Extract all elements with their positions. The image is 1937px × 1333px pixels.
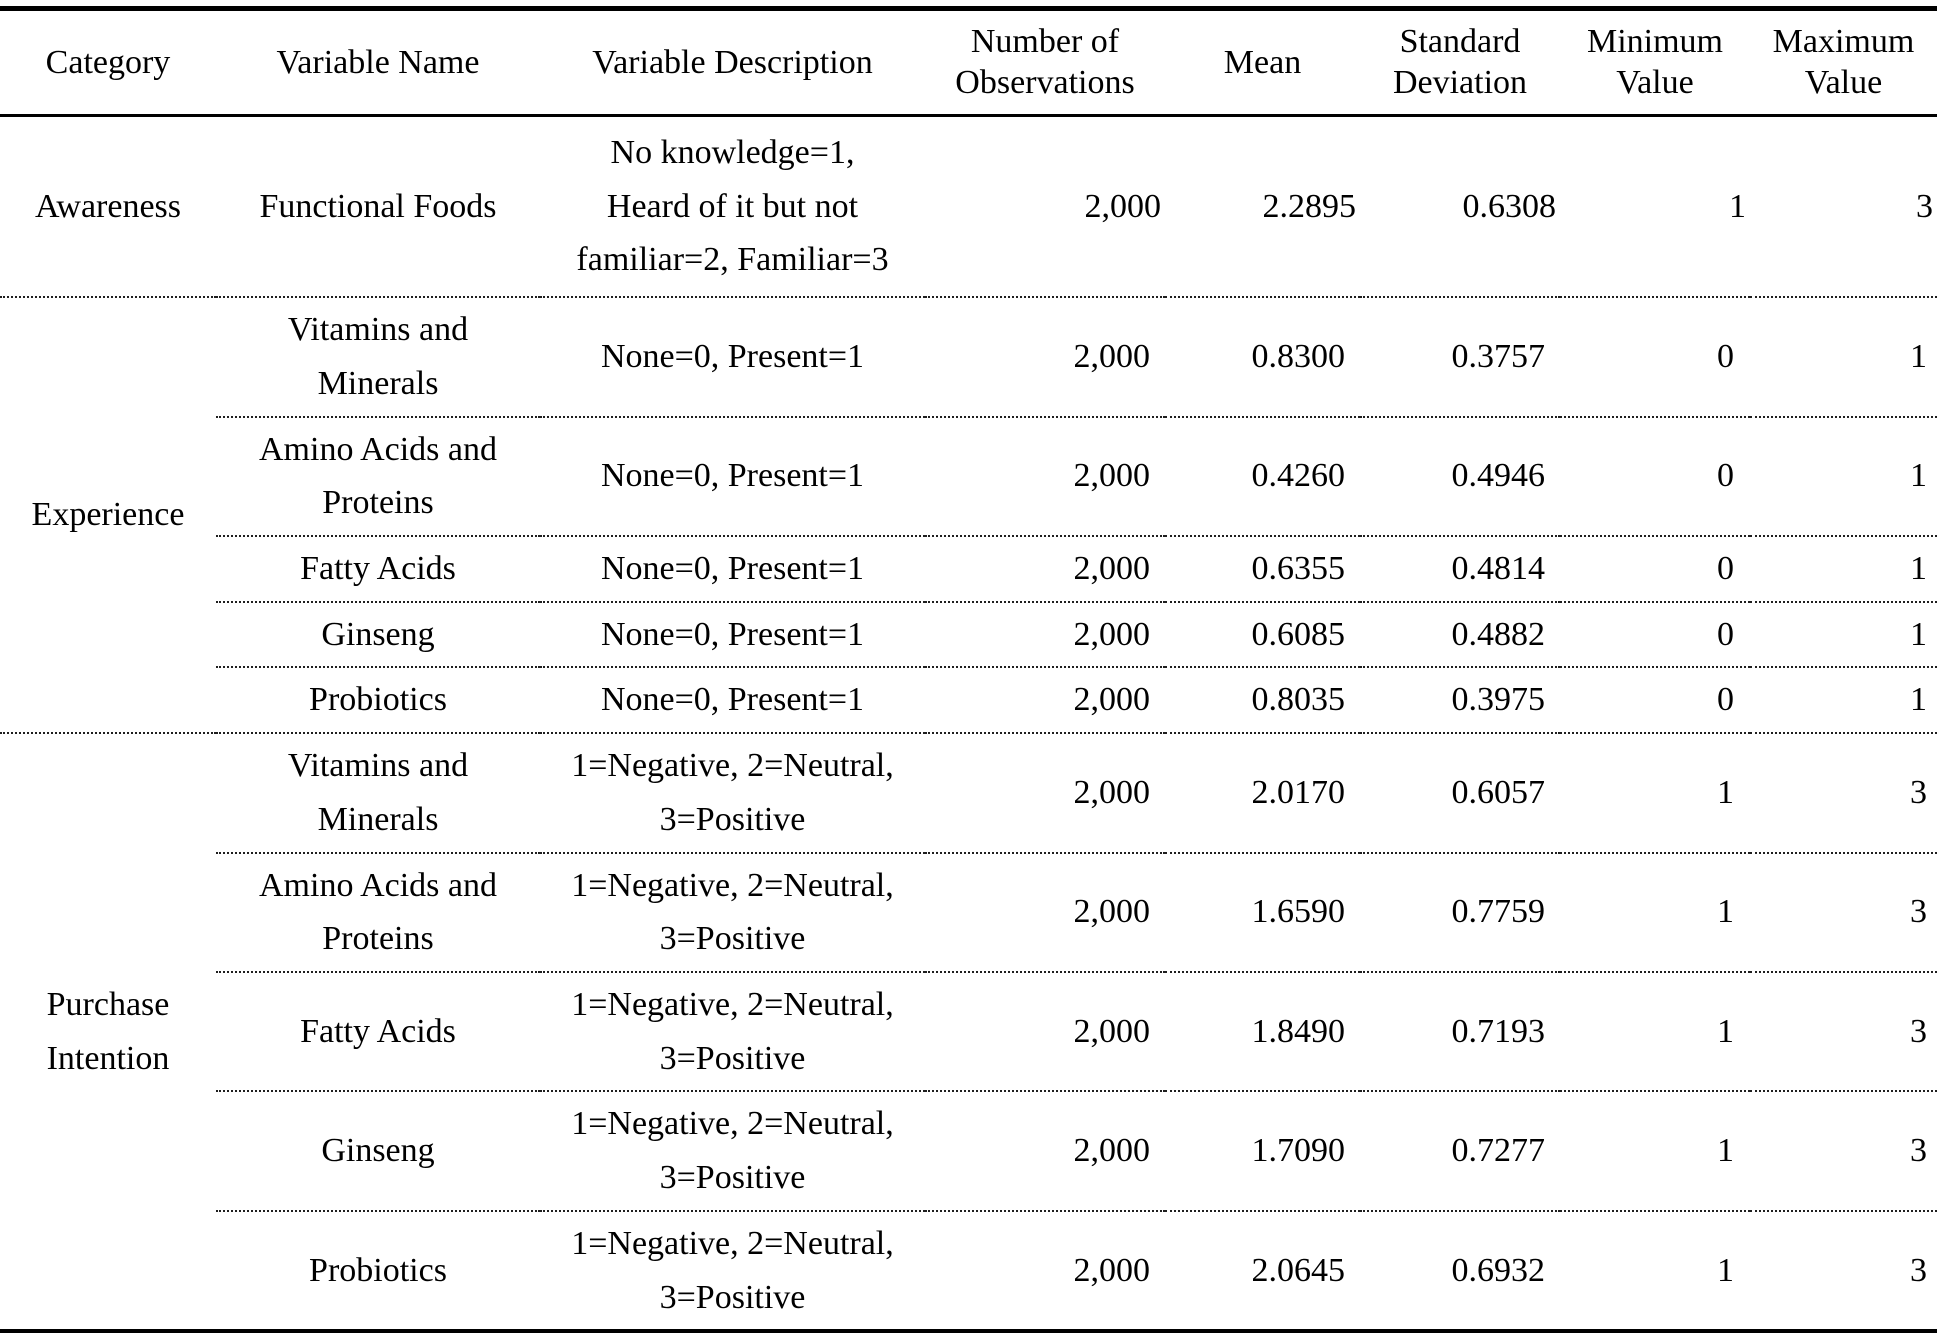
observations-cell: 2,000 xyxy=(925,417,1165,536)
std-dev-cell: 0.4946 xyxy=(1360,417,1560,536)
std-dev-cell: 0.4882 xyxy=(1360,602,1560,668)
std-dev-cell: 0.7193 xyxy=(1360,972,1560,1091)
mean-cell: 0.8300 xyxy=(1165,297,1360,416)
std-dev-cell: 0.3757 xyxy=(1360,297,1560,416)
col-header-minimum-value: Minimum Value xyxy=(1560,9,1750,116)
max-value-cell: 1 xyxy=(1750,536,1937,602)
min-value-cell: 0 xyxy=(1560,602,1750,668)
table-row-purchase-intention-fatty-acids xyxy=(0,972,1937,1091)
header-row xyxy=(0,9,1937,116)
min-value-cell: 0 xyxy=(1560,417,1750,536)
observations-cell: 2,000 xyxy=(925,1091,1165,1210)
variable-name-cell: Probiotics xyxy=(216,1211,540,1331)
max-value-cell: 3 xyxy=(1750,1211,1937,1331)
mean-cell: 2.0645 xyxy=(1165,1211,1360,1331)
min-value-cell: 1 xyxy=(1729,187,1746,225)
mean-cell: 1.7090 xyxy=(1165,1091,1360,1210)
table-row-purchase-intention-amino-acids-proteins xyxy=(0,853,1937,972)
table-row-experience-amino-acids-proteins xyxy=(0,417,1937,536)
max-value-cell: 3 xyxy=(1750,972,1937,1091)
col-header-category: Category xyxy=(0,9,216,116)
max-value-cell: 3 xyxy=(1750,1091,1937,1210)
std-dev-cell: 0.6308 xyxy=(1462,187,1556,225)
variable-name-cell: Fatty Acids xyxy=(216,536,540,602)
max-value-cell: 3 xyxy=(1916,187,1933,225)
category-cell: Experience xyxy=(0,297,216,733)
variable-description-cell: None=0, Present=1 xyxy=(540,417,925,536)
min-value-cell: 0 xyxy=(1560,297,1750,416)
variable-description-cell: None=0, Present=1 xyxy=(540,297,925,416)
variable-name-cell: Vitamins and Minerals xyxy=(216,733,540,852)
std-dev-cell: 0.7759 xyxy=(1360,853,1560,972)
col-header-maximum-value: Maximum Value xyxy=(1750,9,1937,116)
variable-description-cell: None=0, Present=1 xyxy=(540,667,925,733)
observations-cell: 2,000 xyxy=(925,853,1165,972)
mean-cell: 2.0170 xyxy=(1165,733,1360,852)
col-header-variable-name: Variable Name xyxy=(216,9,540,116)
col-header-mean: Mean xyxy=(1165,9,1360,116)
variable-name-cell: Vitamins and Minerals xyxy=(216,297,540,416)
max-value-cell: 1 xyxy=(1750,417,1937,536)
min-value-cell: 1 xyxy=(1560,733,1750,852)
max-value-cell: 3 xyxy=(1750,733,1937,852)
max-value-cell: 1 xyxy=(1750,667,1937,733)
variable-description-cell: 1=Negative, 2=Neutral, 3=Positive xyxy=(540,1211,925,1331)
table-row-experience-probiotics xyxy=(0,667,1937,733)
observations-cell: 2,000 xyxy=(925,1211,1165,1331)
min-value-cell: 0 xyxy=(1560,536,1750,602)
min-value-cell: 1 xyxy=(1560,1211,1750,1331)
observations-cell: 2,000 xyxy=(925,667,1165,733)
table-row-experience-vitamins-minerals xyxy=(0,297,1937,416)
table-row-purchase-intention-ginseng xyxy=(0,1091,1937,1210)
variable-name-cell: Amino Acids and Proteins xyxy=(216,853,540,972)
min-value-cell: 0 xyxy=(1560,667,1750,733)
variable-name-cell: Ginseng xyxy=(216,602,540,668)
variable-description-cell: None=0, Present=1 xyxy=(540,602,925,668)
mean-cell: 2.2895 xyxy=(1262,187,1356,225)
mean-cell: 0.6355 xyxy=(1165,536,1360,602)
max-value-cell: 3 xyxy=(1750,853,1937,972)
max-value-cell: 1 xyxy=(1750,602,1937,668)
variable-name-cell: Ginseng xyxy=(216,1091,540,1210)
observations-cell: 2,000 xyxy=(925,297,1165,416)
std-dev-cell: 0.7277 xyxy=(1360,1091,1560,1210)
table-row-purchase-intention-vitamins-minerals xyxy=(0,733,1937,852)
table-row-purchase-intention-probiotics xyxy=(0,1211,1937,1331)
observations-cell: 2,000 xyxy=(925,972,1165,1091)
col-header-standard-deviation: Standard Deviation xyxy=(1360,9,1560,116)
min-value-cell: 1 xyxy=(1560,1091,1750,1210)
variable-name-cell: Functional Foods xyxy=(259,187,497,225)
std-dev-cell: 0.6932 xyxy=(1360,1211,1560,1331)
category-cell: Awareness xyxy=(34,187,182,225)
std-dev-cell: 0.3975 xyxy=(1360,667,1560,733)
table-row-experience-ginseng xyxy=(0,602,1937,668)
mean-cell: 1.6590 xyxy=(1165,853,1360,972)
category-cell: Purchase Intention xyxy=(0,733,216,1331)
variable-description-cell: 1=Negative, 2=Neutral, 3=Positive xyxy=(540,972,925,1091)
variable-description-cell: No knowledge=1, Heard of it but not familiar=2, Familiar=3 xyxy=(576,133,889,279)
min-value-cell: 1 xyxy=(1560,972,1750,1091)
variable-name-cell: Amino Acids and Proteins xyxy=(216,417,540,536)
observations-cell: 2,000 xyxy=(1084,187,1161,225)
mean-cell: 0.6085 xyxy=(1165,602,1360,668)
table-row-experience-fatty-acids xyxy=(0,536,1937,602)
col-header-variable-description: Variable Description xyxy=(540,9,925,116)
std-dev-cell: 0.6057 xyxy=(1360,733,1560,852)
descriptive-statistics-table xyxy=(0,6,1937,1333)
table-row-awareness-functional-foods xyxy=(0,115,1937,297)
mean-cell: 0.8035 xyxy=(1165,667,1360,733)
max-value-cell: 1 xyxy=(1750,297,1937,416)
variable-description-cell: 1=Negative, 2=Neutral, 3=Positive xyxy=(540,1091,925,1210)
min-value-cell: 1 xyxy=(1560,853,1750,972)
variable-name-cell: Fatty Acids xyxy=(216,972,540,1091)
col-header-number-of-observations: Number of Observations xyxy=(925,9,1165,116)
observations-cell: 2,000 xyxy=(925,602,1165,668)
mean-cell: 1.8490 xyxy=(1165,972,1360,1091)
observations-cell: 2,000 xyxy=(925,536,1165,602)
variable-description-cell: 1=Negative, 2=Neutral, 3=Positive xyxy=(540,853,925,972)
mean-cell: 0.4260 xyxy=(1165,417,1360,536)
std-dev-cell: 0.4814 xyxy=(1360,536,1560,602)
variable-description-cell: 1=Negative, 2=Neutral, 3=Positive xyxy=(540,733,925,852)
variable-name-cell: Probiotics xyxy=(216,667,540,733)
observations-cell: 2,000 xyxy=(925,733,1165,852)
variable-description-cell: None=0, Present=1 xyxy=(540,536,925,602)
